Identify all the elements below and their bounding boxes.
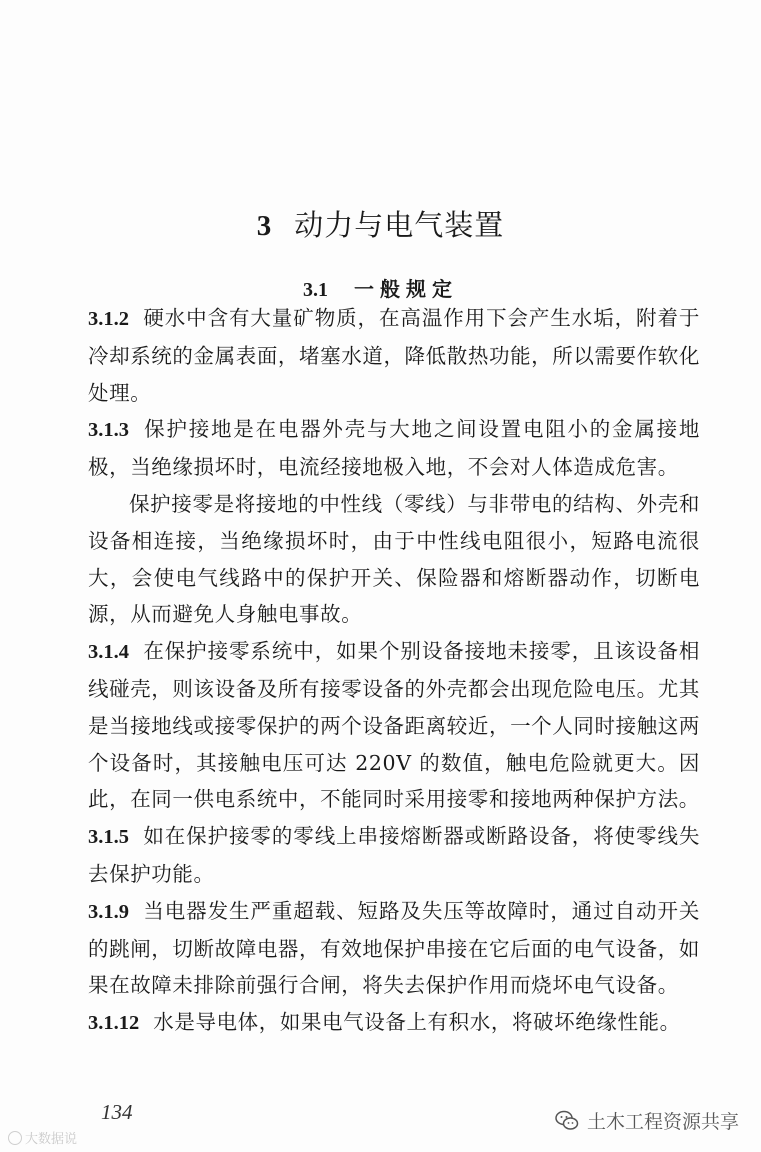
paragraph-text: 在保护接零系统中，如果个别设备接地未接零，且该设备相线碰壳，则该设备及所有接零设备的外壳都会出现危险电压。尤其是当接地线或接零保护的两个设备距离较近，一个人同时接触这两个设备时，其接触电压可达 220V 的数值，触电危险就更大。因此，在同一供电系统中，不能同时采用接零和接地两种保护方法。 (88, 639, 700, 812)
chapter-title (0, 203, 761, 244)
section-title (0, 273, 761, 302)
paragraph-3-1-9 (88, 893, 700, 1004)
clause-number: 3.1.5 (88, 826, 129, 849)
watermark-logo-icon (8, 1131, 22, 1145)
paragraph-3-1-3 (88, 411, 700, 486)
watermark-right-text: 土木工程资源共享 (587, 1111, 740, 1133)
paragraph-text: 保护接地是在电器外壳与大地之间设置电阻小的金属接地极，当绝缘损坏时，电流经接地极入地，不会对人体造成危害。 (88, 417, 700, 480)
section-number: 3.1 (303, 278, 328, 301)
watermark-left (8, 1128, 77, 1147)
paragraph-text: 如在保护接零的零线上串接熔断器或断路设备，将使零线失去保护功能。 (88, 824, 700, 886)
clause-number: 3.1.4 (88, 641, 129, 664)
clause-number: 3.1.12 (88, 1012, 140, 1035)
paragraph-text: 水是导电体，如果电气设备上有积水，将破坏绝缘性能。 (153, 1010, 681, 1035)
paragraph-text: 当电器发生严重超载、短路及失压等故障时，通过自动开关的跳闸，切断故障电器，有效地保护串接在它后面的电气设备，如果在故障未排除前强行合闸，将失去保护作用而烧坏电气设备。 (88, 898, 700, 998)
watermark-right (555, 1107, 739, 1134)
body-text (88, 300, 700, 1042)
paragraph-3-1-3-continued (88, 486, 700, 633)
paragraph-3-1-12 (88, 1004, 700, 1042)
chapter-number: 3 (256, 210, 273, 243)
clause-number: 3.1.9 (88, 900, 129, 923)
clause-number: 3.1.3 (88, 419, 129, 442)
page-number: 134 (101, 1100, 133, 1124)
paragraph-3-1-4 (88, 633, 700, 818)
clause-number: 3.1.2 (88, 308, 129, 330)
paragraph-3-1-5 (88, 818, 700, 893)
paragraph-text: 保护接零是将接地的中性线（零线）与非带电的结构、外壳和设备相连接，当绝缘损坏时，由于中性线电阻很小，短路电流很大，会使电气线路中的保护开关、保险器和熔断器动作，切断电源，从而避免人身触电事故。 (88, 491, 700, 627)
wechat-icon (555, 1110, 579, 1132)
chapter-title-text: 动力与电气装置 (294, 208, 505, 243)
watermark-left-text: 大数据说 (25, 1132, 78, 1147)
paragraph-3-1-2 (88, 300, 700, 411)
paragraph-text: 硬水中含有大量矿物质，在高温作用下会产生水垢，附着于冷却系统的金属表面，堵塞水道，降低散热功能，所以需要作软化处理。 (88, 306, 700, 405)
section-title-text: 一般规定 (354, 276, 458, 301)
